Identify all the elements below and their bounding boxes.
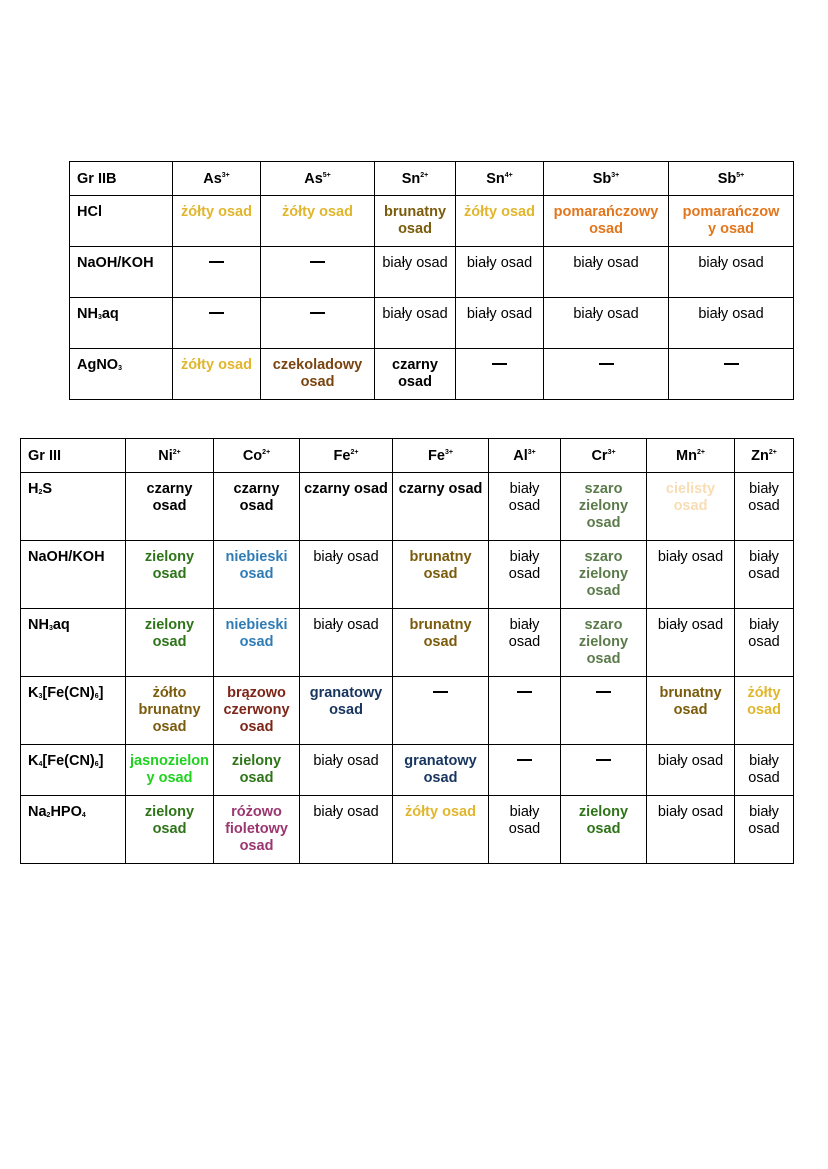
result-cell: biały osad <box>300 541 393 609</box>
result-cell <box>489 745 561 796</box>
result-cell: czarny osad <box>214 473 300 541</box>
reagent-label: $H_2S$ <box>21 473 126 541</box>
result-cell: biały osad <box>300 609 393 677</box>
result-cell: szaro zielony osad <box>561 473 647 541</box>
dash-mark <box>433 691 448 693</box>
result-cell: brunatny osad <box>647 677 735 745</box>
table-header-row <box>21 439 794 473</box>
result-cell: szaro zielony osad <box>561 541 647 609</box>
dash-mark <box>492 363 507 365</box>
dash-mark <box>209 261 224 263</box>
result-cell <box>456 349 544 400</box>
result-cell: pomarańczowy osad <box>669 196 794 247</box>
dash-mark <box>310 312 325 314</box>
result-cell: biały osad <box>647 796 735 864</box>
result-cell: biały osad <box>669 247 794 298</box>
result-cell: biały osad <box>735 745 794 796</box>
ion-header-co2: $Co^{2+}$ <box>214 439 300 473</box>
result-cell: żółty osad <box>735 677 794 745</box>
result-cell: niebieski osad <box>214 541 300 609</box>
ion-header-sn4: $Sn^{4+}$ <box>456 162 544 196</box>
result-cell: zielony osad <box>561 796 647 864</box>
result-cell: biały osad <box>735 609 794 677</box>
ion-header-ni2: $Ni^{2+}$ <box>126 439 214 473</box>
table-row <box>70 247 794 298</box>
result-cell: granatowy osad <box>300 677 393 745</box>
dash-mark <box>310 261 325 263</box>
table-row <box>70 298 794 349</box>
table-row <box>21 796 794 864</box>
result-cell <box>393 677 489 745</box>
result-cell <box>173 247 261 298</box>
result-cell: biały osad <box>669 298 794 349</box>
group-iii-table <box>20 438 794 864</box>
result-cell: biały osad <box>544 247 669 298</box>
reagent-label: $Na_2HPO_4$ <box>21 796 126 864</box>
dash-mark <box>596 691 611 693</box>
result-cell: biały osad <box>735 473 794 541</box>
table-row <box>21 609 794 677</box>
result-cell: cielisty osad <box>647 473 735 541</box>
result-cell: brązowo czerwony osad <box>214 677 300 745</box>
group-title: Gr IIB <box>70 162 173 196</box>
group-title: Gr III <box>21 439 126 473</box>
result-cell <box>561 745 647 796</box>
ion-header-as3: $As^{3+}$ <box>173 162 261 196</box>
ion-header-fe2: $Fe^{2+}$ <box>300 439 393 473</box>
result-cell: brunatny osad <box>375 196 456 247</box>
dash-mark <box>517 759 532 761</box>
result-cell: biały osad <box>544 298 669 349</box>
result-cell <box>561 677 647 745</box>
ion-header-al3: $Al^{3+}$ <box>489 439 561 473</box>
dash-mark <box>517 691 532 693</box>
result-cell: biały osad <box>735 796 794 864</box>
result-cell: szaro zielony osad <box>561 609 647 677</box>
ion-header-mn2: $Mn^{2+}$ <box>647 439 735 473</box>
result-cell <box>261 247 375 298</box>
ion-header-cr3: $Cr^{3+}$ <box>561 439 647 473</box>
result-cell: biały osad <box>735 541 794 609</box>
result-cell: żółty osad <box>261 196 375 247</box>
result-cell: biały osad <box>456 298 544 349</box>
result-cell: jasnozielony osad <box>126 745 214 796</box>
table-row <box>70 196 794 247</box>
table-row <box>21 677 794 745</box>
result-cell: żółty osad <box>173 196 261 247</box>
reagent-label: $NH_3aq$ <box>70 298 173 349</box>
result-cell: biały osad <box>375 247 456 298</box>
result-cell: biały osad <box>489 609 561 677</box>
result-cell: biały osad <box>647 609 735 677</box>
result-cell: zielony osad <box>126 609 214 677</box>
result-cell: zielony osad <box>214 745 300 796</box>
table-row <box>21 541 794 609</box>
result-cell: niebieski osad <box>214 609 300 677</box>
result-cell: żółto brunatny osad <box>126 677 214 745</box>
result-cell: czarny osad <box>375 349 456 400</box>
result-cell: biały osad <box>300 796 393 864</box>
reagent-label: NaOH/KOH <box>21 541 126 609</box>
result-cell <box>544 349 669 400</box>
result-cell: pomarańczowy osad <box>544 196 669 247</box>
result-cell <box>489 677 561 745</box>
table-row <box>21 473 794 541</box>
ion-header-zn2: $Zn^{2+}$ <box>735 439 794 473</box>
result-cell: biały osad <box>489 796 561 864</box>
ion-header-sn2: $Sn^{2+}$ <box>375 162 456 196</box>
ion-header-fe3: $Fe^{3+}$ <box>393 439 489 473</box>
result-cell: zielony osad <box>126 796 214 864</box>
result-cell: żółty osad <box>173 349 261 400</box>
dash-mark <box>596 759 611 761</box>
result-cell: brunatny osad <box>393 541 489 609</box>
result-cell: biały osad <box>489 473 561 541</box>
result-cell: żółty osad <box>456 196 544 247</box>
result-cell: biały osad <box>300 745 393 796</box>
result-cell: biały osad <box>375 298 456 349</box>
result-cell: biały osad <box>489 541 561 609</box>
reagent-label: $K_4[Fe(CN)_6]$ <box>21 745 126 796</box>
dash-mark <box>599 363 614 365</box>
dash-mark <box>724 363 739 365</box>
ion-header-sb5: $Sb^{5+}$ <box>669 162 794 196</box>
reagent-label: $NH_3aq$ <box>21 609 126 677</box>
result-cell: biały osad <box>647 745 735 796</box>
result-cell: zielony osad <box>126 541 214 609</box>
result-cell: brunatny osad <box>393 609 489 677</box>
table-row <box>70 349 794 400</box>
result-cell <box>173 298 261 349</box>
result-cell <box>261 298 375 349</box>
table-header-row <box>70 162 794 196</box>
result-cell: żółty osad <box>393 796 489 864</box>
result-cell: czarny osad <box>126 473 214 541</box>
ion-header-as5: $As^{5+}$ <box>261 162 375 196</box>
result-cell: czekoladowy osad <box>261 349 375 400</box>
dash-mark <box>209 312 224 314</box>
result-cell: czarny osad <box>393 473 489 541</box>
reagent-label: $K_3[Fe(CN)_6]$ <box>21 677 126 745</box>
ion-header-sb3: $Sb^{3+}$ <box>544 162 669 196</box>
result-cell: czarny osad <box>300 473 393 541</box>
result-cell: biały osad <box>647 541 735 609</box>
reagent-label: NaOH/KOH <box>70 247 173 298</box>
table-row <box>21 745 794 796</box>
result-cell: różowo fioletowy osad <box>214 796 300 864</box>
reagent-label: AgNO$_3$ <box>70 349 173 400</box>
result-cell: granatowy osad <box>393 745 489 796</box>
group-iib-table <box>69 161 794 400</box>
result-cell: biały osad <box>456 247 544 298</box>
reagent-label: HCl <box>70 196 173 247</box>
result-cell <box>669 349 794 400</box>
